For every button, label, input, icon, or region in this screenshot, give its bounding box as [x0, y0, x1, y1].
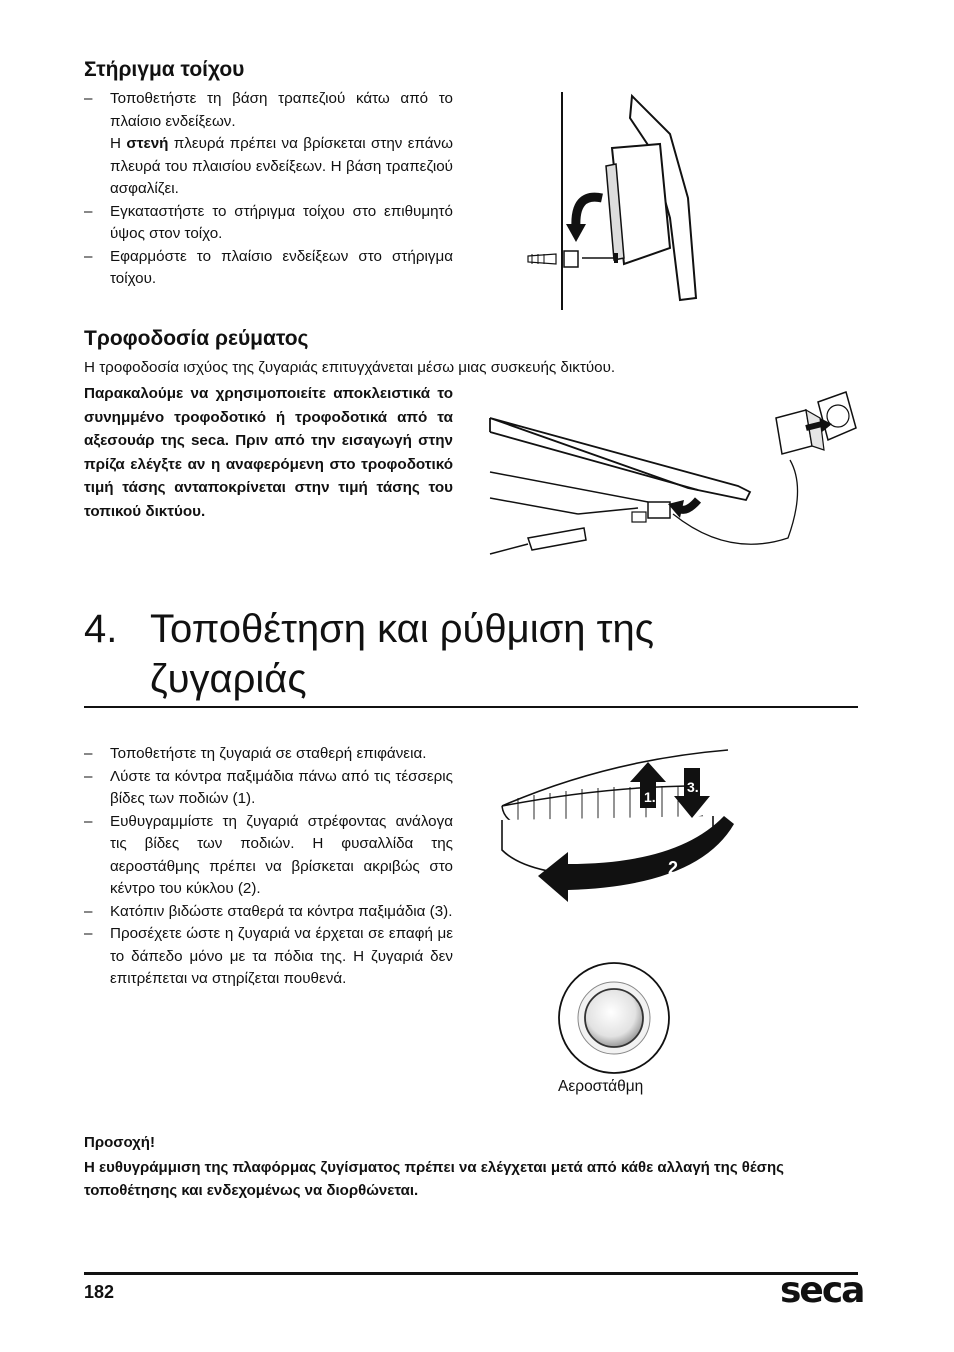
foot-adjustment-illustration: [488, 746, 748, 906]
setup-steps: [84, 743, 453, 991]
chapter-rule: [84, 706, 858, 708]
list-item: – Εγκαταστήστε το στήριγμα τοίχου στο επιθυμητό ύψος στον τοίχο.: [84, 201, 453, 246]
footer-rule: [84, 1272, 858, 1275]
power-heading: Τροφοδοσία ρεύματος: [84, 327, 309, 350]
power-warning: Παρακαλούμε να χρησιμοποιείτε αποκλειστικά το συνημμένο τροφοδοτικό ή τροφοδοτικά από τα αξεσουάρ της seca. Πριν από την εισαγωγή στην πρίζα ελέγξτε αν η αναφερόμενη στο τροφοδοτικό τιμή τάσης ανταποκρίνεται στην τιμή τάσης του τοπικού δικτύου.: [84, 385, 453, 520]
list-item: – Ευθυγραμμίστε τη ζυγαριά στρέφοντας ανάλογα τις βίδες των ποδιών. Η φυσαλλίδα της αεροστάθμης πρέπει να βρίσκεται ακριβώς στο κέντρο του κύκλου (2).: [84, 811, 453, 901]
wall-step-1-bold: στενή: [126, 135, 169, 152]
chapter-title-line-2: ζυγαριάς: [150, 657, 307, 701]
list-item: – Κατόπιν βιδώστε σταθερά τα κόντρα παξιμάδια (3).: [84, 901, 453, 924]
list-item: – Λύστε τα κόντρα παξιμάδια πάνω από τις τέσσερις βίδες των ποδιών (1).: [84, 766, 453, 811]
list-item: – Προσέχετε ώστε η ζυγαριά να έρχεται σε επαφή με το δάπεδο μόνο με τα πόδια της. Η ζυγαριά δεν επιτρέπεται να στηρίζεται πουθενά.: [84, 923, 453, 991]
list-item: – Εφαρμόστε το πλαίσιο ενδείξεων στο στήριγμα τοίχου.: [84, 246, 453, 291]
list-item: [84, 88, 453, 201]
power-intro: Η τροφοδοσία ισχύος της ζυγαριάς επιτυγχάνεται μέσω μιας συσκευής δικτύου.: [84, 359, 616, 376]
foot-label-2: 2.: [668, 858, 684, 878]
chapter-title-line-1: Τοποθέτηση και ρύθμιση της: [150, 607, 654, 651]
wall-mount-steps: [84, 88, 453, 291]
wall-step-1-pre: Η: [110, 135, 127, 152]
page-number: 182: [84, 1282, 115, 1302]
foot-label-3: 3.: [687, 779, 699, 795]
note-text: Η ευθυγράμμιση της πλαφόρμας ζυγίσματος πρέπει να ελέγχεται μετά από κάθε αλλαγή της θέσης τοποθέτησης και ενδεχομένως να διορθώνεται.: [84, 1159, 784, 1199]
list-item: – Τοποθετήστε τη ζυγαριά σε σταθερή επιφάνεια.: [84, 743, 453, 766]
chapter-number: 4.: [84, 607, 118, 651]
wall-mount-heading: Στήριγμα τοίχου: [84, 58, 245, 81]
wall-step-1-text: Τοποθετήστε τη βάση τραπεζιού κάτω από το πλαίσιο ενδείξεων.: [110, 90, 453, 130]
foot-label-1: 1.: [644, 789, 656, 805]
wall-mount-illustration: [520, 88, 720, 313]
wall-step-1-post: πλευρά πρέπει να βρίσκεται στην επάνω πλευρά του πλαισίου ενδείξεων. Η βάση τραπεζιού ασφαλίζει.: [110, 135, 453, 197]
spirit-level-illustration: [556, 962, 676, 1082]
power-supply-illustration: [488, 388, 868, 563]
brand-logo: seca: [780, 1270, 864, 1311]
note-title: Προσοχή!: [84, 1134, 155, 1151]
spirit-level-caption: Αεροστάθμη: [558, 1078, 644, 1095]
